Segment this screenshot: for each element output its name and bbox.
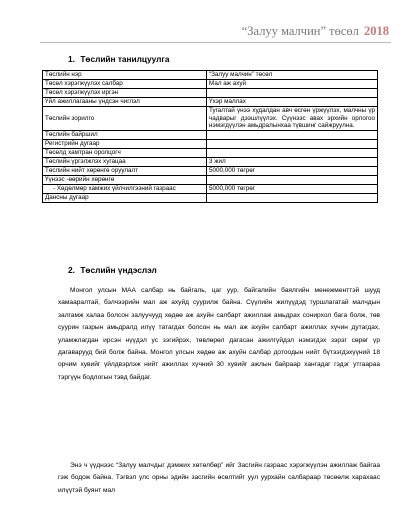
table-value: 5000,000 төгрөг bbox=[207, 166, 378, 175]
table-label: - Хөдөлмөр хамжих үйлчилгээний газраас bbox=[43, 184, 207, 193]
table-row bbox=[43, 130, 378, 139]
table-value: “Залуу малчин” төсөл bbox=[207, 71, 378, 80]
section-number: 2. bbox=[68, 265, 75, 275]
table-label: Үйл ажиллагааны үндсэн чиглэл bbox=[43, 98, 207, 107]
table-row bbox=[43, 184, 378, 193]
table-row bbox=[43, 80, 378, 89]
table-label: Төсөл хэрэгжүүлэх салбар bbox=[43, 80, 207, 89]
table-row bbox=[43, 166, 378, 175]
table-value bbox=[207, 148, 378, 157]
section-number: 1. bbox=[68, 54, 75, 64]
table-row bbox=[43, 107, 378, 131]
table-row bbox=[43, 148, 378, 157]
table-label: Дансны дугаар bbox=[43, 193, 207, 202]
table-value bbox=[207, 193, 378, 202]
table-label: Төсөлд хамтран оролцогч bbox=[43, 148, 207, 157]
table-value: Тугалтай үнээ худалдан авч өсгөн үржүүлэх, малчны үр чадварыг дээшлүүлэх. Сүүнээс авах эрхийн орлогоо нэмэгдүүлэн амьдралынхаа түвшинг сайжруулна. bbox=[207, 107, 378, 131]
table-label: Төслийн нийт хөрөнгө оруулалт bbox=[43, 166, 207, 175]
table-row bbox=[43, 193, 378, 202]
table-label: Төслийн үргэлжлэх хугацаа bbox=[43, 157, 207, 166]
table-row bbox=[43, 98, 378, 107]
table-row bbox=[43, 157, 378, 166]
table-value bbox=[207, 139, 378, 148]
table-value bbox=[207, 130, 378, 139]
header-year: 2018 bbox=[364, 24, 389, 38]
table-value bbox=[207, 175, 378, 184]
section-title: Төслийн танилцуулга bbox=[80, 54, 170, 64]
project-info-table bbox=[42, 70, 378, 203]
table-label: Үүнээс -өөрийн хөрөнгө bbox=[43, 175, 207, 184]
body-paragraph: Монгол улсын МАА салбар нь байгаль, цаг уур, байгалийн баялгийн менежменттэй шууд хамааралтай, бэлчээрийн мал аж ахуйд суурилж байна. Сүүлийн жилүүдэд туршлагатай малчдын залгамж халаа болсон залуучууд хөдөө аж ахуйн салбарт ажиллаж амьдрах сонирхол бага болж, төв суурин газрын амьдралд илүү татагдах болсон нь мал аж ахуйн салбарт ажиллах хүчин дутагдах, уламжлагдан ирсэн нүүдэл ус зэгийрэх, төвлөрөл дагасан ажилгүйдэл нэмэгдэх зэрэг сөрөг үр дагаварууд бий болж байна. Монгол улсын хөдөө аж ахуйн салбар дотоодын нийт бүтээгдэхүүний 18 орчим хувийг үйлдвэрлэж нийт ажиллах хүчний 30 хувийг ажлын байраар хангадаг гэдэг утгаараа тэргүүн бодлогын тэвд байдаг. bbox=[58, 287, 380, 381]
header-project-title: “Залуу малчин” төсөл bbox=[241, 24, 359, 38]
table-row bbox=[43, 89, 378, 98]
body-paragraph: Энэ ч үүднээс “Залуу малчдыг дэмжих хөтөлбөр” ийг Засгийн газраас хэрэгжүүлэн ажиллаж байгаа гэж бодож байна. Тэгвэл улс орны эдийн засгийн өсөлтийг уул уурхайн салбараар төсөөлж харахаас илүүтэй буянт мал bbox=[58, 462, 380, 494]
section-title: Төслийн үндэслэл bbox=[80, 265, 157, 275]
table-row bbox=[43, 71, 378, 80]
table-label: Төслийн байршил bbox=[43, 130, 207, 139]
table-value: 3 жил bbox=[207, 157, 378, 166]
header-divider bbox=[40, 42, 391, 43]
table-value: Үхэр маллах bbox=[207, 98, 378, 107]
table-value bbox=[207, 89, 378, 98]
section-heading-intro bbox=[68, 54, 169, 64]
table-value: 5000,000 төгрөг bbox=[207, 184, 378, 193]
table-row bbox=[43, 175, 378, 184]
table-label: Төслийн зорилго bbox=[43, 107, 207, 131]
table-label: Төсөл хэрэгжүүлэх иргэн bbox=[43, 89, 207, 98]
page-header bbox=[242, 24, 389, 39]
table-value: Мал аж ахуй bbox=[207, 80, 378, 89]
table-label: Регистрийн дугаар bbox=[43, 139, 207, 148]
table-row bbox=[43, 139, 378, 148]
section-heading-rationale bbox=[68, 265, 157, 275]
table-label: Төслийн нэр bbox=[43, 71, 207, 80]
